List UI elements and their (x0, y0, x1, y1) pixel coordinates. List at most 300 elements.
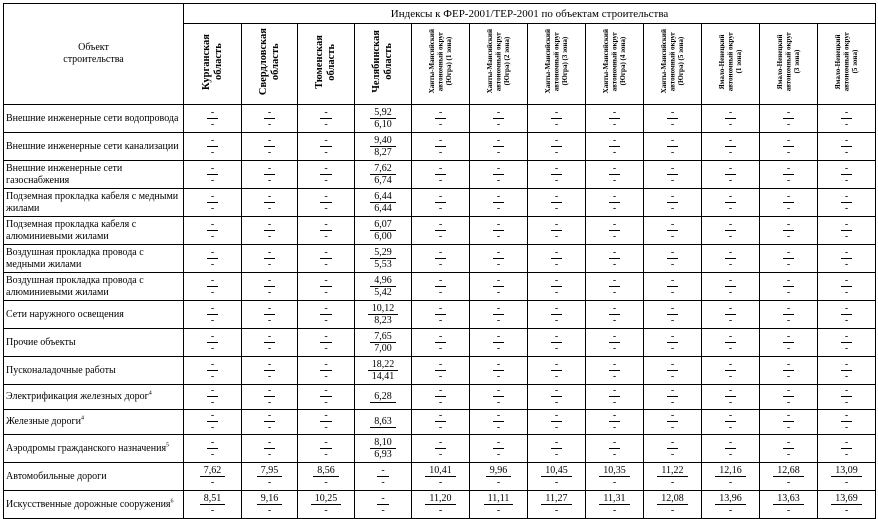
index-cell (760, 189, 818, 217)
table-row (4, 245, 876, 273)
index-value-bottom: - (844, 504, 849, 516)
index-value-top: - (725, 107, 736, 119)
index-value-top: - (551, 437, 562, 449)
index-value-top: 6,07 (370, 219, 396, 231)
index-value-bottom: - (554, 448, 559, 460)
index-cell (644, 301, 702, 329)
index-cell (528, 410, 586, 435)
index-value-bottom: - (554, 174, 559, 186)
index-value-top: - (264, 275, 275, 287)
index-cell (644, 105, 702, 133)
index-value-bottom: - (612, 146, 617, 158)
index-cell (355, 245, 412, 273)
index-value-top: - (609, 219, 620, 231)
index-value-top: 10,25 (311, 493, 342, 505)
index-value-bottom: - (496, 504, 501, 516)
object-name: Внешние инженерные сети канализации (6, 140, 179, 152)
object-name: Воздушная прокладка провода с алюминиевыми жилами (6, 274, 144, 298)
index-value-top: - (493, 331, 504, 343)
index-value-top: 5,29 (370, 247, 396, 259)
index-value-bottom: - (324, 370, 328, 382)
index-cell (702, 357, 760, 385)
index-value-top: - (725, 275, 736, 287)
index-value-top: 7,62 (200, 465, 226, 477)
index-value-top: - (609, 303, 620, 315)
index-cell (355, 357, 412, 385)
object-name: Воздушная прокладка провода с медными жилами (6, 246, 144, 270)
index-value-top: - (207, 410, 218, 422)
index-value-bottom: - (496, 476, 501, 488)
index-value-bottom: - (844, 448, 849, 460)
index-value-top: - (264, 163, 275, 175)
region-header (184, 24, 242, 105)
region-header (586, 24, 644, 105)
index-cell (242, 410, 298, 435)
index-cell (242, 385, 298, 410)
index-cell (702, 273, 760, 301)
index-value-bottom: - (210, 422, 215, 433)
index-value-bottom: - (210, 258, 215, 270)
index-cell (184, 189, 242, 217)
index-cell (184, 357, 242, 385)
index-value-bottom: - (728, 258, 733, 270)
index-value-top: - (493, 219, 504, 231)
index-value-bottom: - (324, 230, 328, 242)
index-value-bottom: - (786, 202, 791, 214)
index-value-top: - (667, 275, 678, 287)
object-name-cell (4, 217, 184, 245)
index-value-top: - (725, 331, 736, 343)
index-value-top: 7,62 (370, 163, 396, 175)
index-value-bottom: - (844, 476, 849, 488)
index-cell (470, 217, 528, 245)
index-cell (586, 273, 644, 301)
index-cell (412, 245, 470, 273)
index-value-bottom: 7,00 (374, 342, 392, 354)
object-name-cell (4, 273, 184, 301)
table-title: Индексы к ФЕР-2001/ТЕР-2001 по объектам строительства (184, 4, 876, 24)
index-value-bottom: - (612, 397, 617, 408)
index-value-top: - (783, 275, 794, 287)
object-name-cell (4, 410, 184, 435)
index-value-bottom: - (267, 258, 272, 270)
index-value-top: - (609, 331, 620, 343)
index-value-bottom: 6,93 (374, 448, 392, 460)
index-cell (298, 133, 355, 161)
index-value-top: - (725, 191, 736, 203)
index-cell (818, 161, 876, 189)
index-value-bottom: - (844, 370, 849, 382)
index-value-bottom: - (786, 448, 791, 460)
index-value-bottom: - (844, 286, 849, 298)
index-value-bottom: - (612, 370, 617, 382)
index-cell (702, 435, 760, 463)
index-value-bottom: - (786, 504, 791, 516)
index-value-bottom: - (728, 286, 733, 298)
index-value-bottom: - (496, 397, 501, 408)
index-cell (586, 329, 644, 357)
index-value-bottom: - (496, 118, 501, 130)
region-header (644, 24, 702, 105)
index-value-bottom: 14,41 (371, 370, 395, 382)
index-value-top: - (320, 191, 331, 203)
index-value-top: - (783, 385, 794, 397)
index-value-top: 5,92 (370, 107, 396, 119)
index-value-bottom: - (438, 397, 443, 408)
index-value-bottom: - (324, 286, 328, 298)
index-value-bottom: - (728, 448, 733, 460)
index-value-bottom: - (728, 230, 733, 242)
index-value-bottom: - (438, 370, 443, 382)
object-name: Пусконаладочные работы (6, 364, 116, 376)
index-cell (470, 189, 528, 217)
index-value-top: - (841, 163, 852, 175)
table-row (4, 189, 876, 217)
index-value-bottom: - (728, 174, 733, 186)
index-value-top: - (435, 385, 446, 397)
index-value-top: - (207, 135, 218, 147)
index-value-top: - (493, 247, 504, 259)
index-value-top: - (725, 135, 736, 147)
index-value-top: - (609, 385, 620, 397)
index-cell (355, 329, 412, 357)
index-value-bottom: - (670, 476, 675, 488)
index-value-top: - (725, 410, 736, 422)
index-value-bottom: - (844, 258, 849, 270)
index-value-bottom: - (786, 174, 791, 186)
index-cell (184, 329, 242, 357)
index-value-bottom: - (670, 202, 675, 214)
index-value-top: - (783, 107, 794, 119)
index-value-top: 9,96 (486, 465, 512, 477)
index-cell (702, 463, 760, 491)
index-cell (355, 463, 412, 491)
index-cell (760, 217, 818, 245)
index-value-top: - (377, 465, 388, 477)
index-cell (586, 217, 644, 245)
index-value-bottom: - (554, 146, 559, 158)
index-value-bottom: - (844, 146, 849, 158)
table-row (4, 463, 876, 491)
index-cell (702, 385, 760, 410)
index-cell (184, 133, 242, 161)
index-value-top: - (725, 163, 736, 175)
index-value-top: - (783, 303, 794, 315)
index-cell (760, 245, 818, 273)
index-value-top: 8,51 (200, 493, 226, 505)
index-value-top: - (609, 163, 620, 175)
index-value-bottom: - (496, 146, 501, 158)
index-value-top: - (320, 219, 331, 231)
index-value-top: - (320, 437, 331, 449)
index-value-bottom: - (267, 422, 272, 433)
index-value-bottom: - (438, 342, 443, 354)
index-cell (242, 133, 298, 161)
index-cell (644, 329, 702, 357)
index-cell (355, 161, 412, 189)
index-value-top: - (609, 437, 620, 449)
object-name: Железные дороги (6, 416, 81, 427)
table-row (4, 385, 876, 410)
index-cell (412, 435, 470, 463)
index-cell (528, 301, 586, 329)
index-value-bottom: - (210, 174, 215, 186)
index-table (3, 3, 876, 519)
index-value-top: - (264, 410, 275, 422)
index-value-bottom: - (844, 202, 849, 214)
index-value-bottom: - (670, 342, 675, 354)
index-value-bottom: - (554, 230, 559, 242)
table-row (4, 357, 876, 385)
index-value-top: - (551, 163, 562, 175)
index-cell (818, 133, 876, 161)
table-row (4, 273, 876, 301)
index-value-top: - (667, 410, 678, 422)
index-value-bottom: - (612, 422, 617, 433)
index-value-bottom: - (728, 118, 733, 130)
region-label: Ямало-Ненецкий автономный округ (1 зона) (717, 31, 743, 92)
object-name-cell (4, 105, 184, 133)
index-value-top: - (435, 410, 446, 422)
index-cell (760, 435, 818, 463)
index-value-top: - (435, 437, 446, 449)
index-cell (818, 189, 876, 217)
index-value-top: - (435, 275, 446, 287)
index-cell (355, 105, 412, 133)
index-value-top: - (841, 219, 852, 231)
index-value-top: - (320, 275, 331, 287)
index-value-bottom: - (324, 146, 328, 158)
index-value-bottom: - (728, 397, 733, 408)
index-value-bottom: - (267, 342, 272, 354)
index-cell (355, 410, 412, 435)
index-cell (586, 161, 644, 189)
index-cell (470, 329, 528, 357)
index-cell (470, 410, 528, 435)
index-cell (470, 357, 528, 385)
index-value-bottom: - (612, 174, 617, 186)
index-cell (818, 329, 876, 357)
index-cell (298, 357, 355, 385)
index-value-bottom: - (324, 397, 328, 408)
object-name-cell (4, 133, 184, 161)
region-header (298, 24, 355, 105)
index-value-bottom: - (496, 202, 501, 214)
index-value-bottom: - (324, 422, 328, 433)
index-value-bottom: - (324, 314, 328, 326)
index-value-top: - (609, 107, 620, 119)
index-value-bottom: - (324, 258, 328, 270)
index-value-bottom: - (728, 370, 733, 382)
index-value-top: - (435, 191, 446, 203)
index-value-top: - (841, 410, 852, 422)
index-value-bottom: - (438, 422, 443, 433)
index-cell (760, 105, 818, 133)
index-cell (586, 301, 644, 329)
region-header (470, 24, 528, 105)
index-value-bottom: - (670, 397, 675, 408)
region-label: Ханты-Мансийский автономный округ (Югра) (2 зона) (485, 29, 511, 94)
index-cell (818, 217, 876, 245)
index-value-top: - (493, 437, 504, 449)
index-value-top: - (667, 437, 678, 449)
index-value-top: - (841, 437, 852, 449)
index-value-bottom: 6,74 (374, 174, 392, 186)
index-cell (412, 410, 470, 435)
index-value-top: - (667, 219, 678, 231)
index-value-top: - (725, 385, 736, 397)
index-value-bottom: - (324, 174, 328, 186)
index-value-top: 9,40 (370, 135, 396, 147)
index-value-bottom: - (267, 146, 272, 158)
index-cell (644, 245, 702, 273)
index-value-bottom: - (438, 504, 443, 516)
index-value-top: 8,10 (370, 437, 396, 449)
index-cell (298, 105, 355, 133)
index-value-bottom: 6,44 (374, 202, 392, 214)
footnote-marker: 4 (80, 415, 84, 422)
index-cell (644, 133, 702, 161)
index-value-bottom: - (324, 202, 328, 214)
index-value-bottom: - (612, 230, 617, 242)
index-cell (412, 217, 470, 245)
index-value-bottom: - (381, 504, 385, 516)
index-value-top: 6,44 (370, 191, 396, 203)
index-value-bottom: - (670, 314, 675, 326)
index-cell (644, 189, 702, 217)
index-value-top: 13,69 (831, 493, 862, 505)
index-cell (355, 385, 412, 410)
index-value-bottom: - (324, 504, 328, 516)
index-value-top: - (551, 219, 562, 231)
index-value-top: 8,63 (370, 416, 396, 428)
object-name: Аэродромы гражданского назначения (6, 442, 167, 454)
index-value-bottom: - (670, 448, 675, 460)
index-cell (818, 273, 876, 301)
object-name: Подземная прокладка кабеля с медными жилами (6, 190, 179, 214)
table-row (4, 161, 876, 189)
index-value-bottom: - (210, 448, 215, 460)
index-cell (644, 385, 702, 410)
index-value-top: - (264, 191, 275, 203)
index-value-bottom: - (612, 448, 617, 460)
index-cell (412, 329, 470, 357)
table-body (4, 105, 876, 519)
index-value-top: - (435, 359, 446, 371)
index-value-bottom: - (210, 342, 215, 354)
index-value-top: - (609, 410, 620, 422)
index-value-bottom: - (210, 146, 215, 158)
index-cell (586, 245, 644, 273)
index-value-bottom: - (210, 286, 215, 298)
index-cell (242, 463, 298, 491)
index-value-bottom: - (438, 118, 443, 130)
index-value-bottom: - (786, 230, 791, 242)
index-cell (184, 435, 242, 463)
index-value-top: 4,96 (370, 275, 396, 287)
index-value-top: 6,28 (370, 391, 396, 403)
index-value-bottom: - (496, 448, 501, 460)
index-cell (470, 301, 528, 329)
index-value-bottom: - (612, 314, 617, 326)
object-name-cell (4, 463, 184, 491)
index-value-top: - (493, 275, 504, 287)
region-header (355, 24, 412, 105)
index-value-bottom: - (267, 118, 272, 130)
index-value-bottom: - (267, 174, 272, 186)
index-value-top: 7,95 (257, 465, 283, 477)
index-cell (760, 463, 818, 491)
index-cell (528, 357, 586, 385)
index-cell (412, 105, 470, 133)
index-value-bottom: - (670, 286, 675, 298)
index-cell (644, 463, 702, 491)
index-cell (586, 410, 644, 435)
index-value-bottom: - (786, 422, 791, 433)
index-value-bottom: - (554, 397, 559, 408)
index-cell (818, 301, 876, 329)
index-value-top: - (551, 107, 562, 119)
index-cell (470, 133, 528, 161)
index-cell (412, 301, 470, 329)
object-name-cell (4, 161, 184, 189)
index-value-bottom: - (554, 258, 559, 270)
footnote-marker: 6 (170, 498, 174, 505)
index-cell (528, 273, 586, 301)
index-value-top: 7,65 (370, 331, 396, 343)
index-value-bottom: - (728, 342, 733, 354)
index-cell (412, 357, 470, 385)
index-value-top: - (493, 191, 504, 203)
index-cell (470, 463, 528, 491)
table-row (4, 435, 876, 463)
index-value-bottom: 8,27 (374, 146, 392, 158)
index-cell (298, 435, 355, 463)
index-value-bottom: - (786, 258, 791, 270)
index-value-top: - (783, 437, 794, 449)
index-value-bottom: - (728, 476, 733, 488)
index-value-top: - (435, 135, 446, 147)
index-value-bottom: 5,53 (374, 258, 392, 270)
index-cell (644, 217, 702, 245)
region-header (702, 24, 760, 105)
index-value-top: - (320, 410, 331, 422)
index-cell (528, 435, 586, 463)
index-value-top: - (320, 135, 331, 147)
index-cell (528, 463, 586, 491)
index-value-top: - (320, 359, 331, 371)
index-cell (355, 189, 412, 217)
index-value-bottom: - (210, 476, 215, 488)
object-name-cell (4, 357, 184, 385)
index-value-bottom: - (210, 370, 215, 382)
index-value-top: - (667, 385, 678, 397)
index-value-top: - (783, 135, 794, 147)
object-name-cell (4, 189, 184, 217)
index-value-top: - (551, 359, 562, 371)
index-value-bottom: - (844, 422, 849, 433)
index-cell (818, 435, 876, 463)
index-cell (298, 189, 355, 217)
object-name: Прочие объекты (6, 336, 76, 348)
index-value-top: - (207, 303, 218, 315)
index-value-top: - (841, 135, 852, 147)
region-header (528, 24, 586, 105)
index-cell (355, 273, 412, 301)
footnote-marker: 4 (148, 390, 152, 397)
region-label: Тюменская область (314, 34, 337, 89)
index-cell (412, 463, 470, 491)
